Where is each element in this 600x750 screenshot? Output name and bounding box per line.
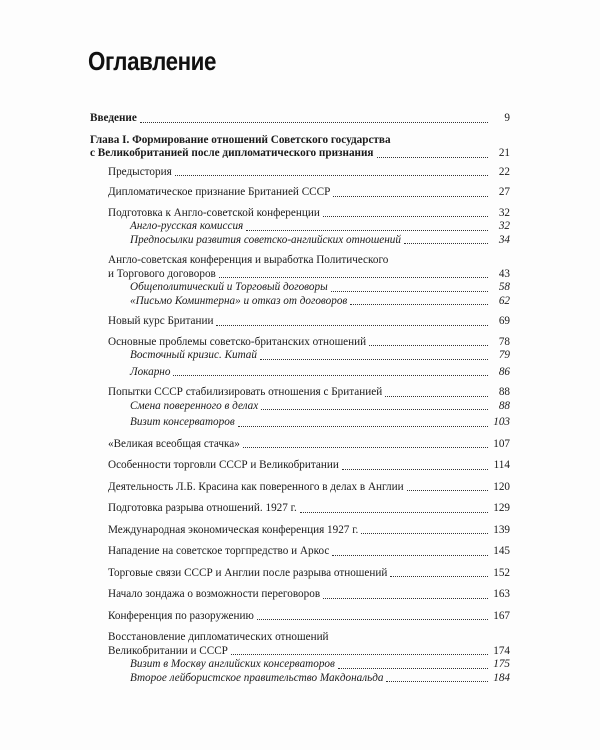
toc-entry[interactable]: Англо-русская комиссия 32	[130, 220, 510, 232]
toc-entry[interactable]: Англо-советская конференция и выработка Политического и Торгового договоров 43	[108, 254, 510, 280]
toc-entry[interactable]: Попытки СССР стабилизировать отношения с Британией 88	[108, 386, 510, 398]
toc-entry[interactable]: Визит в Москву английских консерваторов 175	[130, 658, 510, 670]
dot-leader	[173, 374, 488, 376]
dot-leader	[216, 324, 488, 326]
dot-leader	[260, 358, 488, 360]
dot-leader	[350, 303, 488, 305]
toc-entry[interactable]: Основные проблемы советско-британских отношений 78	[108, 335, 510, 348]
dot-leader	[246, 229, 488, 231]
toc-entry[interactable]: Конференция по разоружению 167	[108, 609, 510, 622]
dot-leader	[261, 408, 488, 410]
dot-leader	[390, 575, 488, 577]
toc-entry[interactable]: Второе лейбористское правительство Макдональда 184	[130, 671, 510, 684]
dot-leader	[404, 242, 488, 244]
dot-leader	[140, 121, 488, 123]
dot-leader	[332, 554, 488, 556]
dot-leader	[331, 290, 488, 292]
dot-leader	[386, 680, 488, 682]
toc-entry[interactable]: Международная экономическая конференция 1927 г. 139	[108, 523, 510, 536]
toc-entry[interactable]: «Письмо Коминтерна» и отказ от договоров 62	[130, 294, 510, 307]
toc-entry-text-line1: Англо-советская конференция и выработка Политического	[108, 254, 389, 266]
toc-entry[interactable]: Нападение на советское торгпредство и Аркос 145	[108, 545, 510, 557]
toc-entry-text-line1: Восстановление дипломатических отношений	[108, 631, 329, 643]
toc-entry[interactable]: Торговые связи СССР и Англии после разрыва отношений 152	[108, 566, 510, 579]
toc-entry-chapter[interactable]	[90, 134, 510, 161]
dot-leader	[231, 653, 488, 655]
toc-entry-text-line1: Глава I. Формирование отношений Советского государства	[90, 133, 391, 146]
dot-leader	[407, 489, 488, 491]
toc-entry[interactable]: Локарно 86	[130, 365, 510, 378]
dot-leader	[323, 215, 488, 217]
dot-leader	[361, 532, 488, 534]
toc-entry[interactable]: Подготовка разрыва отношений. 1927 г. 129	[108, 502, 510, 514]
toc-entry[interactable]: Особенности торговли СССР и Великобритании 114	[108, 459, 510, 471]
dot-leader	[175, 174, 488, 176]
toc-entry[interactable]: Предпосылки развития советско-английских отношений 34	[130, 233, 510, 246]
dot-leader	[219, 276, 488, 278]
dot-leader	[238, 425, 488, 427]
toc-entry-text: Введение	[90, 112, 137, 124]
table-of-contents	[90, 112, 510, 685]
toc-entry[interactable]: Дипломатическое признание Британией СССР 27	[108, 186, 510, 198]
toc-entry-text: с Великобританией после дипломатического признания	[90, 147, 374, 159]
dot-leader	[333, 195, 488, 197]
dot-leader	[385, 395, 488, 397]
dot-leader	[323, 597, 488, 599]
dot-leader	[243, 446, 488, 448]
toc-entry[interactable]: Подготовка к Англо-советской конференции 32	[108, 206, 510, 219]
toc-entry-page: 21	[498, 147, 510, 159]
toc-entry-intro[interactable]	[90, 112, 510, 126]
toc-entry[interactable]: Восстановление дипломатических отношений Великобритании и СССР 174	[108, 631, 510, 657]
toc-entry[interactable]: Смена поверенного в делах 88	[130, 399, 510, 412]
toc-entry[interactable]: Визит консерваторов 103	[130, 416, 510, 428]
toc-entry[interactable]: Новый курс Британии 69	[108, 315, 510, 327]
toc-entry[interactable]: Общеполитический и Торговый договоры 58	[130, 281, 510, 293]
toc-entry[interactable]: Деятельность Л.Б. Красина как поверенного в делах в Англии 120	[108, 480, 510, 493]
dot-leader	[338, 667, 488, 669]
toc-entry-page: 9	[504, 112, 510, 124]
toc-entry[interactable]: Предыстория 22	[108, 165, 510, 178]
toc-entry[interactable]: «Великая всеобщая стачка» 107	[108, 437, 510, 450]
dot-leader	[342, 468, 488, 470]
page-title: Оглавление	[88, 46, 216, 76]
dot-leader	[369, 344, 488, 346]
dot-leader	[300, 511, 488, 513]
dot-leader	[377, 156, 489, 158]
toc-entry[interactable]: Восточный кризис. Китай 79	[130, 349, 510, 361]
dot-leader	[257, 618, 488, 620]
toc-entry[interactable]: Начало зондажа о возможности переговоров 163	[108, 588, 510, 600]
